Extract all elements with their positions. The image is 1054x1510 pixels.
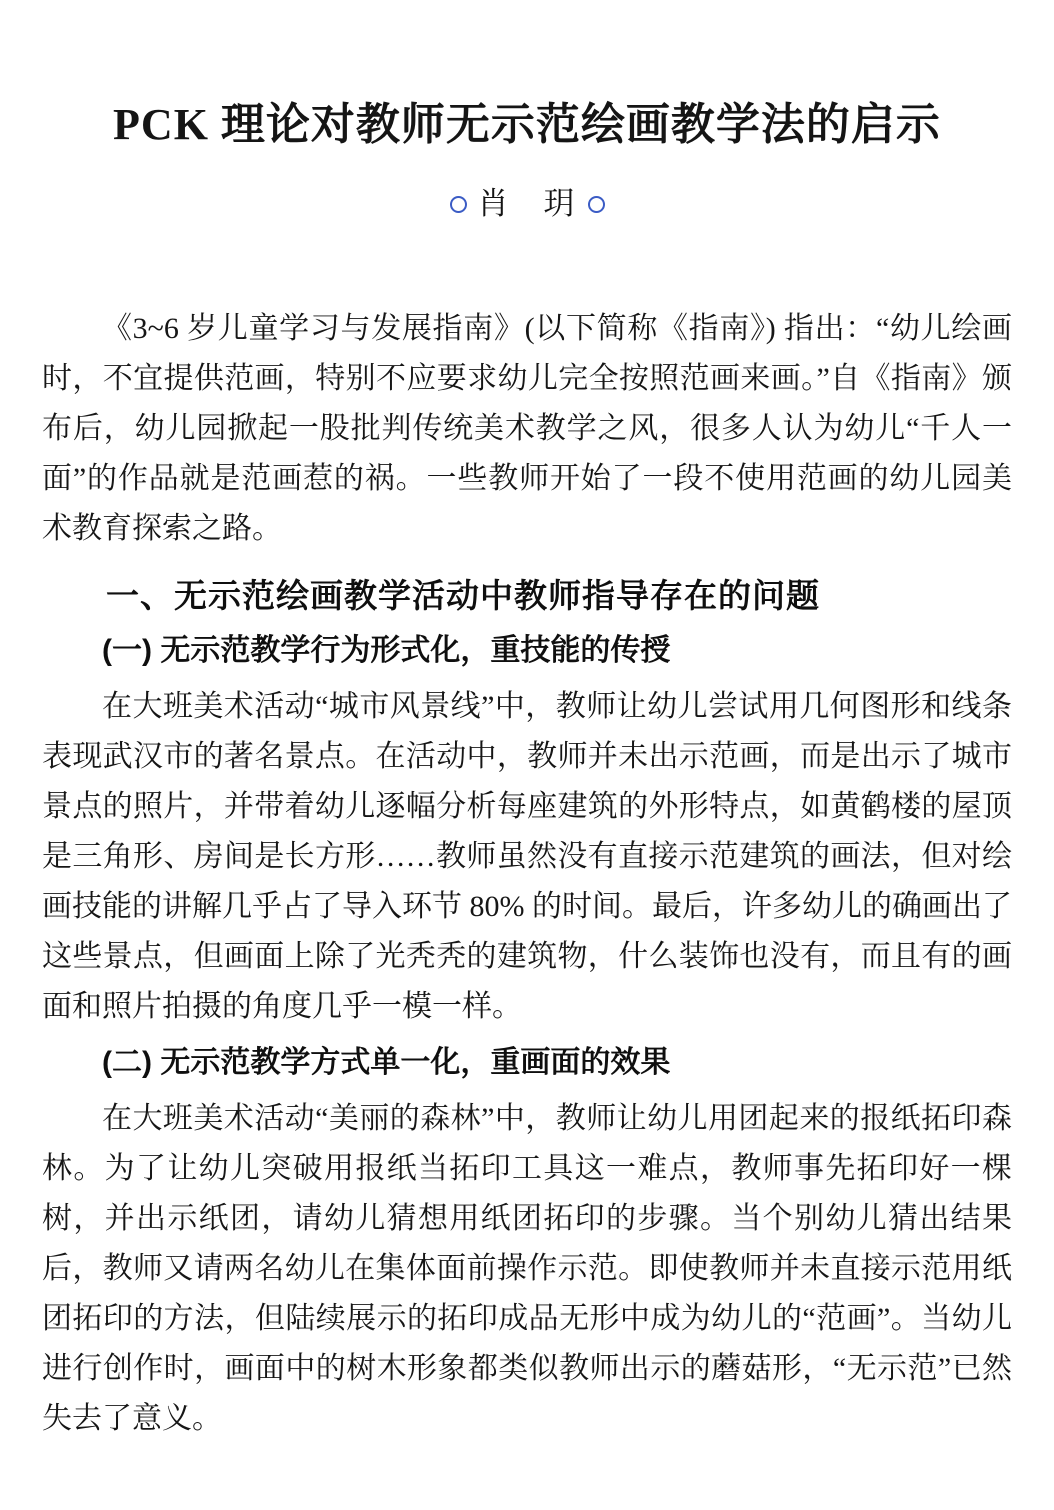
author-ring-left-icon [450, 196, 467, 213]
subsection-1-paragraph: 在大班美术活动“城市风景线”中，教师让幼儿尝试用几何图形和线条表现武汉市的著名景点。在活动中，教师并未出示范画，而是出示了城市景点的照片，并带着幼儿逐幅分析每座建筑的外形特点，如黄鹤楼的屋顶是三角形、房间是长方形……教师虽然没有直接示范建筑的画法，但对绘画技能的讲解几乎占了导入环节 80% 的时间。最后，许多幼儿的确画出了这些景点，但画面上除了光秃秃的建筑物，什么装饰也没有，而且有的画面和照片拍摄的角度几乎一模一样。 [42, 690, 1012, 1023]
document-title: PCK 理论对教师无示范绘画教学法的启示 [113, 100, 941, 149]
intro-paragraph: 《3~6 岁儿童学习与发展指南》(以下简称《指南》) 指出：“幼儿绘画时，不宜提供范画，特别不应要求幼儿完全按照范画来画。”自《指南》颁布后，幼儿园掀起一股批判传统美术教学之风，很多人认为幼儿“千人一面”的作品就是范画惹的祸。一些教师开始了一段不使用范画的幼儿园美术教育探索之路。 [42, 312, 1012, 545]
subsection-1-heading: (一) 无示范教学行为形式化，重技能的传授 [102, 634, 671, 667]
subsection-2-heading: (二) 无示范教学方式单一化，重画面的效果 [102, 1046, 671, 1079]
author-ring-right-icon [588, 196, 605, 213]
subsection-2-paragraph: 在大班美术活动“美丽的森林”中，教师让幼儿用团起来的报纸拓印森林。为了让幼儿突破用报纸当拓印工具这一难点，教师事先拓印好一棵树，并出示纸团，请幼儿猜想用纸团拓印的步骤。当个别幼儿猜出结果后，教师又请两名幼儿在集体面前操作示范。即使教师并未直接示范用纸团拓印的方法，但陆续展示的拓印成品无形中成为幼儿的“范画”。当幼儿进行创作时，画面中的树木形象都类似教师出示的蘑菇形，“无示范”已然失去了意义。 [42, 1102, 1012, 1435]
author-line [42, 184, 1012, 224]
author-name: 肖 玥 [477, 186, 577, 221]
section-1-heading: 一、无示范绘画教学活动中教师指导存在的问题 [106, 577, 820, 614]
